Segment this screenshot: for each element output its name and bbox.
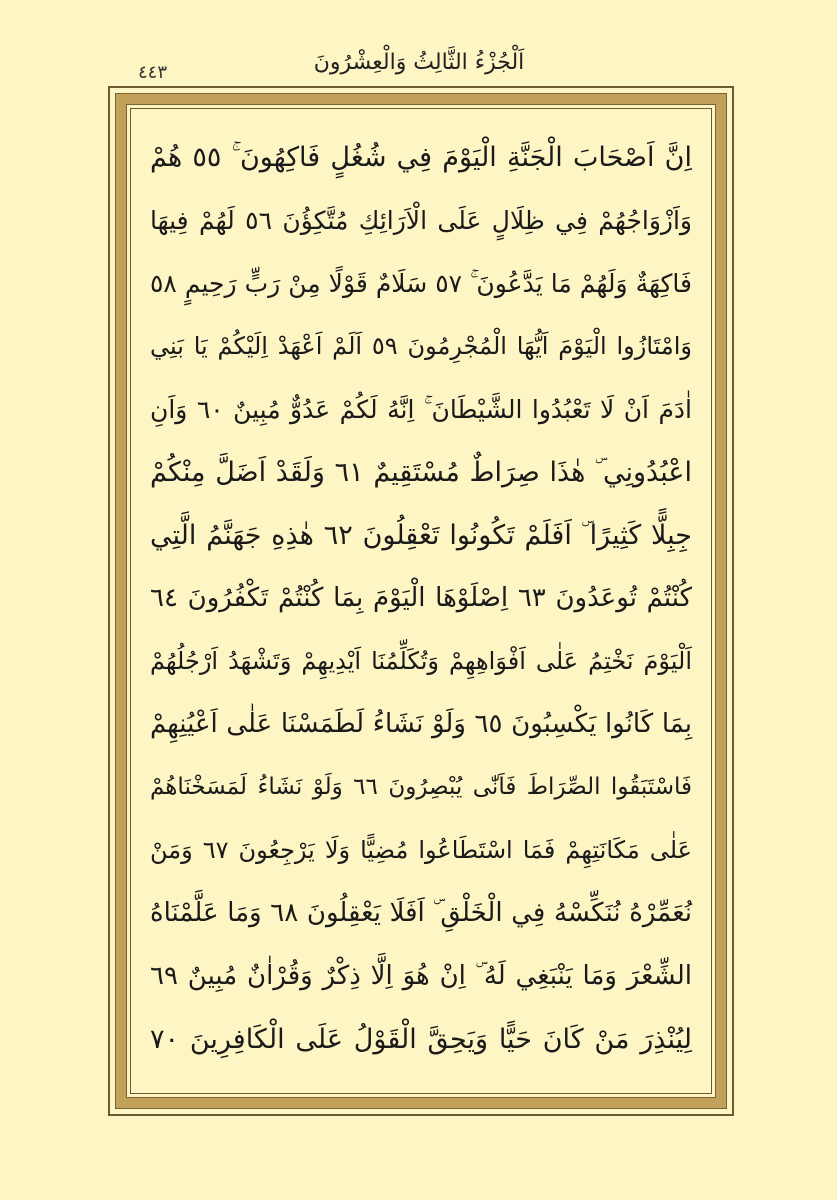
text-line-5: اٰدَمَ اَنْ لَا تَعْبُدُوا الشَّيْطَانَ ۚ اِنَّهُ لَكُمْ عَدُوٌّ مُبِينٌ ٦٠ وَاَنِ xyxy=(150,395,692,424)
text-line-4: وَامْتَازُوا الْيَوْمَ اَيُّهَا الْمُجْرِمُونَ ٥٩ اَلَمْ اَعْهَدْ اِلَيْكُمْ يَا بَنِي xyxy=(150,332,692,360)
page-number: ٤٤٣ xyxy=(138,62,168,83)
text-line-3: فَاكِهَةٌ وَلَهُمْ مَا يَدَّعُونَ ۚ ٥٧ سَلَامٌ قَوْلًا مِنْ رَبٍّ رَحِيمٍ ٥٨ xyxy=(150,269,692,298)
text-line-9: اَلْيَوْمَ نَخْتِمُ عَلٰى اَفْوَاهِهِمْ وَتُكَلِّمُنَا اَيْدِيهِمْ وَتَشْهَدُ اَرْجُلُهُمْ xyxy=(150,647,692,675)
text-line-1: اِنَّ اَصْحَابَ الْجَنَّةِ الْيَوْمَ فِي شُغُلٍ فَاكِهُونَ ۚ ٥٥ هُمْ xyxy=(150,142,692,173)
quran-text xyxy=(150,126,692,1084)
text-line-14: الشِّعْرَ وَمَا يَنْبَغِي لَهُ ۜ اِنْ هُوَ اِلَّا ذِكْرٌ وَقُرْاٰنٌ مُبِينٌ ٦٩ xyxy=(150,961,692,991)
text-line-12: عَلٰى مَكَانَتِهِمْ فَمَا اسْتَطَاعُوا مُضِيًّا وَلَا يَرْجِعُونَ ٦٧ وَمَنْ xyxy=(150,836,693,864)
text-line-6: اعْبُدُونِي ۜ هٰذَا صِرَاطٌ مُسْتَقِيمٌ ٦١ وَلَقَدْ اَضَلَّ مِنْكُمْ xyxy=(150,457,692,488)
text-line-10: بِمَا كَانُوا يَكْسِبُونَ ٦٥ وَلَوْ نَشَاءُ لَطَمَسْنَا عَلٰى اَعْيُنِهِمْ xyxy=(150,709,693,739)
text-line-11: فَاسْتَبَقُوا الصِّرَاطَ فَاَنّٰى يُبْصِرُونَ ٦٦ وَلَوْ نَشَاءُ لَمَسَخْنَاهُمْ xyxy=(150,774,692,800)
text-line-2: وَاَزْوَاجُهُمْ فِي ظِلَالٍ عَلَى الْاَرَائِكِ مُتَّكِؤُنَ ٥٦ لَهُمْ فِيهَا xyxy=(150,206,693,235)
page-header xyxy=(108,48,730,84)
page-frame xyxy=(108,86,734,1116)
text-line-8: كُنْتُمْ تُوعَدُونَ ٦٣ اِصْلَوْهَا الْيَوْمَ بِمَا كُنْتُمْ تَكْفُرُونَ ٦٤ xyxy=(150,583,692,613)
juz-title: اَلْجُزْءُ الثَّالِثُ وَالْعِشْرُونَ xyxy=(313,50,525,75)
text-line-13: نُعَمِّرْهُ نُنَكِّسْهُ فِي الْخَلْقِ ۜ اَفَلَا يَعْقِلُونَ ٦٨ وَمَا عَلَّمْنَاهُ xyxy=(150,898,692,928)
text-line-7: جِبِلًّا كَثِيرًا ۜ اَفَلَمْ تَكُونُوا تَعْقِلُونَ ٦٢ هٰذِهِ جَهَنَّمُ الَّتِي xyxy=(150,520,693,551)
text-line-15: لِيُنْذِرَ مَنْ كَانَ حَيًّا وَيَحِقَّ الْقَوْلُ عَلَى الْكَافِرِينَ ٧٠ xyxy=(150,1024,692,1055)
